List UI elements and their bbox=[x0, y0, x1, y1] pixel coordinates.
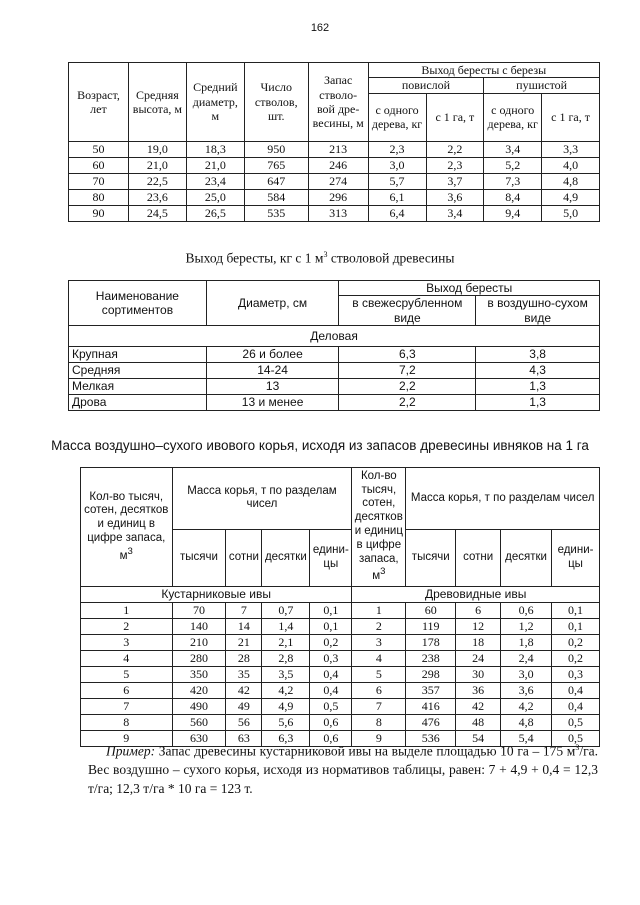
table-cell: 90 bbox=[69, 206, 129, 222]
table-cell: 6,1 bbox=[368, 190, 426, 206]
table-cell: 535 bbox=[244, 206, 308, 222]
table-cell: 12 bbox=[456, 619, 501, 635]
table-cell: 119 bbox=[406, 619, 456, 635]
table-cell: 6,4 bbox=[368, 206, 426, 222]
table-cell: 210 bbox=[172, 635, 226, 651]
table-cell: 0,7 bbox=[262, 603, 310, 619]
table-cell: 536 bbox=[406, 731, 456, 747]
table-cell: 60 bbox=[406, 603, 456, 619]
header-bark-yield: Выход бересты bbox=[339, 281, 600, 296]
table-cell: 3,5 bbox=[262, 667, 310, 683]
section-tree-willow: Древовидные ивы bbox=[352, 587, 600, 603]
header-per-ha: с 1 га, т bbox=[542, 93, 600, 141]
table-cell: 2,3 bbox=[426, 158, 484, 174]
table-cell: 60 bbox=[69, 158, 129, 174]
table-cell: 49 bbox=[226, 699, 262, 715]
table-cell: 26,5 bbox=[186, 206, 244, 222]
table-cell: 5 bbox=[352, 667, 406, 683]
table-cell: 30 bbox=[456, 667, 501, 683]
table-cell: 3,0 bbox=[501, 667, 552, 683]
table-cell: 0,6 bbox=[501, 603, 552, 619]
header-per-tree: с одного дерева, кг bbox=[368, 93, 426, 141]
table-cell: 1,3 bbox=[476, 395, 600, 411]
table-cell: 4,2 bbox=[501, 699, 552, 715]
table-cell: 2,8 bbox=[262, 651, 310, 667]
table-row bbox=[81, 603, 600, 619]
bark-yield-caption: Выход бересты, кг с 1 $м^3$ стволовой древесины bbox=[185, 250, 455, 266]
header-stem-count: Число стволов, шт. bbox=[244, 63, 308, 142]
table-cell: 18,3 bbox=[186, 142, 244, 158]
table-cell: 25,0 bbox=[186, 190, 244, 206]
table-cell: 3,8 bbox=[476, 347, 600, 363]
table-cell: 3,0 bbox=[368, 158, 426, 174]
table-row bbox=[69, 174, 600, 190]
table-cell: 490 bbox=[172, 699, 226, 715]
table-cell: 0,5 bbox=[310, 699, 352, 715]
table-cell: 238 bbox=[406, 651, 456, 667]
table-cell: 0,5 bbox=[552, 715, 600, 731]
table-cell: 70 bbox=[172, 603, 226, 619]
table-cell: 14-24 bbox=[206, 363, 339, 379]
table-row bbox=[81, 667, 600, 683]
table-cell: 80 bbox=[69, 190, 129, 206]
header-mass-left: Масса корья, т по разделам чисел bbox=[172, 468, 352, 530]
table-cell: 2,2 bbox=[339, 395, 476, 411]
table-cell: 35 bbox=[226, 667, 262, 683]
table-cell: 9 bbox=[81, 731, 173, 747]
table-row bbox=[69, 347, 600, 363]
table-cell: 0,3 bbox=[552, 667, 600, 683]
table-cell: 4 bbox=[81, 651, 173, 667]
table-cell: 7,3 bbox=[484, 174, 542, 190]
table-cell: 0,6 bbox=[310, 715, 352, 731]
table-cell: 0,1 bbox=[310, 603, 352, 619]
table-cell: 296 bbox=[308, 190, 368, 206]
table-cell: 42 bbox=[456, 699, 501, 715]
table-cell: 0,6 bbox=[310, 731, 352, 747]
table-cell: 50 bbox=[69, 142, 129, 158]
table-cell: 298 bbox=[406, 667, 456, 683]
header-diameter: Диаметр, см bbox=[206, 281, 339, 326]
table-cell: 9,4 bbox=[484, 206, 542, 222]
table-cell: 28 bbox=[226, 651, 262, 667]
table-row bbox=[69, 206, 600, 222]
table-cell: 647 bbox=[244, 174, 308, 190]
table-cell: 22,5 bbox=[128, 174, 186, 190]
table-cell: 0,2 bbox=[310, 635, 352, 651]
table-row bbox=[69, 190, 600, 206]
table-cell: 7,2 bbox=[339, 363, 476, 379]
table-cell: 24,5 bbox=[128, 206, 186, 222]
table-cell: 4,0 bbox=[542, 158, 600, 174]
table-cell: 1,4 bbox=[262, 619, 310, 635]
table-cell: 3,3 bbox=[542, 142, 600, 158]
table-cell: 3,6 bbox=[501, 683, 552, 699]
table-cell: 4,9 bbox=[542, 190, 600, 206]
table-cell: 63 bbox=[226, 731, 262, 747]
table-cell: 0,5 bbox=[552, 731, 600, 747]
table-cell: 280 bbox=[172, 651, 226, 667]
table-cell: 3,6 bbox=[426, 190, 484, 206]
table-cell: 14 bbox=[226, 619, 262, 635]
header-pushistoy: пушистой bbox=[484, 78, 600, 93]
table-cell: 0,2 bbox=[552, 635, 600, 651]
table-row bbox=[69, 363, 600, 379]
birch-bark-yield-table bbox=[68, 62, 600, 222]
table-cell: 765 bbox=[244, 158, 308, 174]
table-cell: 8 bbox=[352, 715, 406, 731]
table-cell: 1 bbox=[81, 603, 173, 619]
table-row bbox=[81, 635, 600, 651]
table-cell: 5,2 bbox=[484, 158, 542, 174]
table-cell: 630 bbox=[172, 731, 226, 747]
table-cell: 21,0 bbox=[128, 158, 186, 174]
table-row bbox=[81, 619, 600, 635]
table-cell: 26 и более bbox=[206, 347, 339, 363]
table-cell: 13 и менее bbox=[206, 395, 339, 411]
table-cell: 3 bbox=[352, 635, 406, 651]
table-cell: 5,0 bbox=[542, 206, 600, 222]
table-cell: 2,1 bbox=[262, 635, 310, 651]
table-cell: 0,4 bbox=[310, 683, 352, 699]
header-thousands: тысячи bbox=[406, 529, 456, 586]
table-cell: 8 bbox=[81, 715, 173, 731]
header-stock: Запас стволо-вой дре-весины, м bbox=[308, 63, 368, 142]
table-cell: 350 bbox=[172, 667, 226, 683]
table-cell: 246 bbox=[308, 158, 368, 174]
table-cell: 9 bbox=[352, 731, 406, 747]
table-cell: 21,0 bbox=[186, 158, 244, 174]
table-cell: 13 bbox=[206, 379, 339, 395]
table-row bbox=[69, 158, 600, 174]
table-cell: 6,3 bbox=[262, 731, 310, 747]
header-tens: десятки bbox=[262, 529, 310, 586]
table-cell: 4,8 bbox=[501, 715, 552, 731]
table-cell: 19,0 bbox=[128, 142, 186, 158]
header-per-ha: с 1 га, т bbox=[426, 93, 484, 141]
table-cell: 21 bbox=[226, 635, 262, 651]
table-cell: 5,7 bbox=[368, 174, 426, 190]
table-cell: 1,8 bbox=[501, 635, 552, 651]
willow-bark-caption: Масса воздушно–сухого ивового корья, исходя из запасов древесины ивняков на 1 га bbox=[51, 438, 589, 453]
table-cell: 4,3 bbox=[476, 363, 600, 379]
table-cell: 2,2 bbox=[426, 142, 484, 158]
table-cell: 420 bbox=[172, 683, 226, 699]
table-cell: 5 bbox=[81, 667, 173, 683]
page-number: 162 bbox=[310, 22, 330, 34]
table-row bbox=[69, 142, 600, 158]
table-cell: 48 bbox=[456, 715, 501, 731]
table-cell: 36 bbox=[456, 683, 501, 699]
table-cell: 42 bbox=[226, 683, 262, 699]
table-cell: 3 bbox=[81, 635, 173, 651]
table-row bbox=[69, 395, 600, 411]
table-cell: 140 bbox=[172, 619, 226, 635]
table-cell: Дрова bbox=[69, 395, 207, 411]
table-cell: 0,4 bbox=[310, 667, 352, 683]
table-cell: 7 bbox=[226, 603, 262, 619]
bark-yield-assortment-table bbox=[68, 280, 600, 411]
table-cell: 4,2 bbox=[262, 683, 310, 699]
table-cell: 0,1 bbox=[310, 619, 352, 635]
table-cell: 178 bbox=[406, 635, 456, 651]
table-cell: 6 bbox=[81, 683, 173, 699]
table-cell: 1,2 bbox=[501, 619, 552, 635]
header-units: едини-цы bbox=[552, 529, 600, 586]
table-cell: 584 bbox=[244, 190, 308, 206]
table-cell: 6 bbox=[352, 683, 406, 699]
table-cell: 5,6 bbox=[262, 715, 310, 731]
table-cell: 357 bbox=[406, 683, 456, 699]
table-cell: Крупная bbox=[69, 347, 207, 363]
section-business: Деловая bbox=[69, 326, 600, 347]
table-cell: 18 bbox=[456, 635, 501, 651]
header-mass-right: Масса корья, т по разделам чисел bbox=[406, 468, 600, 530]
table-cell: 950 bbox=[244, 142, 308, 158]
table-cell: 416 bbox=[406, 699, 456, 715]
header-right-count: Кол-во тысяч, сотен, десятков и единиц в цифре запаса, $м^3$ bbox=[352, 468, 406, 587]
table-cell: 4 bbox=[352, 651, 406, 667]
header-diameter: Средний диаметр, м bbox=[186, 63, 244, 142]
table-cell: 1 bbox=[352, 603, 406, 619]
header-height: Средняя высота, м bbox=[128, 63, 186, 142]
table-cell: 0,2 bbox=[552, 651, 600, 667]
table-cell: 2,4 bbox=[501, 651, 552, 667]
table-row bbox=[81, 699, 600, 715]
table-cell: 23,6 bbox=[128, 190, 186, 206]
table-cell: 213 bbox=[308, 142, 368, 158]
table-row bbox=[81, 651, 600, 667]
table-cell: 2,3 bbox=[368, 142, 426, 158]
table-cell: 4,9 bbox=[262, 699, 310, 715]
table-cell: 7 bbox=[352, 699, 406, 715]
table-cell: 56 bbox=[226, 715, 262, 731]
table-cell: 5,4 bbox=[501, 731, 552, 747]
header-yield-group: Выход бересты с березы bbox=[368, 63, 599, 78]
header-units: едини-цы bbox=[310, 529, 352, 586]
table-cell: 2 bbox=[352, 619, 406, 635]
table-row bbox=[81, 715, 600, 731]
header-thousands: тысячи bbox=[172, 529, 226, 586]
table-cell: 3,4 bbox=[426, 206, 484, 222]
table-cell: 0,4 bbox=[552, 699, 600, 715]
table-cell: 6,3 bbox=[339, 347, 476, 363]
header-left-count: Кол-во тысяч, сотен, десятков и единиц в цифре запаса, $м^3$ bbox=[81, 468, 173, 587]
header-dry: в воздушно-сухом виде bbox=[476, 296, 600, 326]
table-cell: 0,4 bbox=[552, 683, 600, 699]
header-hundreds: сотни bbox=[226, 529, 262, 586]
table-row bbox=[81, 683, 600, 699]
table-cell: 3,7 bbox=[426, 174, 484, 190]
table-cell: 2 bbox=[81, 619, 173, 635]
table-cell: Средняя bbox=[69, 363, 207, 379]
table-cell: 70 bbox=[69, 174, 129, 190]
table-cell: 1,3 bbox=[476, 379, 600, 395]
table-cell: 8,4 bbox=[484, 190, 542, 206]
table-row bbox=[69, 379, 600, 395]
example-paragraph: Пример: Запас древесины кустарниковой ивы на выделе площадью 10 га – 175 $м^3/га$. Вес воздушно – сухого корья, исходя из нормативов таблицы, равен: 7 + 4,9 + 0,4 = 12,3 т/га; 12,3 т/га * 10 га = 123 т. bbox=[88, 743, 598, 796]
table-cell: 6 bbox=[456, 603, 501, 619]
header-povisloy: повислой bbox=[368, 78, 484, 93]
table-cell: 3,4 bbox=[484, 142, 542, 158]
table-cell: 24 bbox=[456, 651, 501, 667]
table-cell: 54 bbox=[456, 731, 501, 747]
table-cell: 274 bbox=[308, 174, 368, 190]
table-cell: 4,8 bbox=[542, 174, 600, 190]
table-cell: 2,2 bbox=[339, 379, 476, 395]
header-tens: десятки bbox=[501, 529, 552, 586]
example-label: Пример: bbox=[106, 743, 156, 759]
header-fresh: в свежесрубленном виде bbox=[339, 296, 476, 326]
table-cell: Мелкая bbox=[69, 379, 207, 395]
willow-bark-mass-table bbox=[80, 467, 600, 747]
header-age: Возраст, лет bbox=[69, 63, 129, 142]
table-cell: 313 bbox=[308, 206, 368, 222]
table-cell: 23,4 bbox=[186, 174, 244, 190]
table-cell: 0,3 bbox=[310, 651, 352, 667]
header-hundreds: сотни bbox=[456, 529, 501, 586]
table-cell: 560 bbox=[172, 715, 226, 731]
table-cell: 0,1 bbox=[552, 603, 600, 619]
header-assortment: Наименование сортиментов bbox=[69, 281, 207, 326]
table-cell: 7 bbox=[81, 699, 173, 715]
table-cell: 0,1 bbox=[552, 619, 600, 635]
section-shrub-willow: Кустарниковые ивы bbox=[81, 587, 352, 603]
table-cell: 476 bbox=[406, 715, 456, 731]
header-per-tree: с одного дерева, кг bbox=[484, 93, 542, 141]
